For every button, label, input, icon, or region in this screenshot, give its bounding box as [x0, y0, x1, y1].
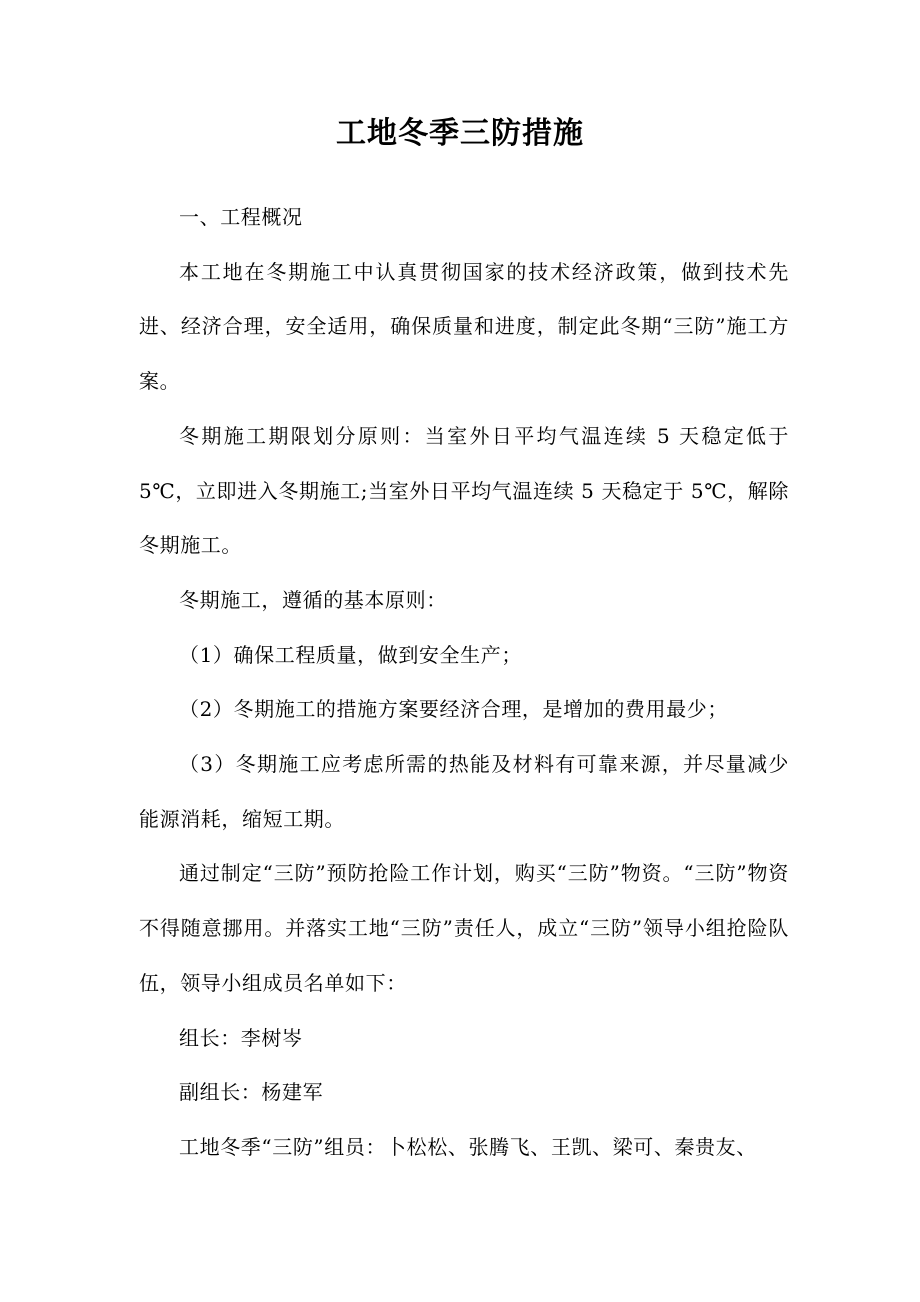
- document-title: 工地冬季三防措施: [336, 116, 584, 151]
- section-heading-project-overview: 一、工程概况: [179, 205, 303, 229]
- paragraph-three-defense-plan: 通过制定“三防”预防抢险工作计划，购买“三防”物资。“三防”物资不得随意挪用。并落实工地“三防”责任人，成立“三防”领导小组抢险队伍，领导小组成员名单如下：: [139, 861, 789, 995]
- document-body: [139, 190, 789, 1175]
- paragraph-team-leader: 组长：李树岑: [179, 1025, 303, 1050]
- paragraph-policy: 本工地在冬期施工中认真贯彻国家的技术经济政策，做到技术先进、经济合理，安全适用，确保质量和进度，制定此冬期“三防”施工方案。: [139, 259, 789, 394]
- paragraph-deputy-leader: 副组长：杨建军: [179, 1080, 324, 1105]
- paragraph-basic-principles: 冬期施工，遵循的基本原则：: [179, 587, 447, 612]
- list-item-principle-3: （3）冬期施工应考虑所需的热能及材料有可靠来源，并尽量减少能源消耗，缩短工期。: [139, 752, 789, 831]
- list-item-principle-1: （1）确保工程质量，做到安全生产；: [179, 642, 522, 667]
- list-item-principle-2: （2）冬期施工的措施方案要经济合理，是增加的费用最少；: [179, 697, 728, 722]
- paragraph-team-members: 工地冬季“三防”组员：卜松松、张腾飞、王凯、梁可、秦贵友、: [179, 1134, 757, 1159]
- paragraph-winter-period-rule: 冬期施工期限划分原则：当室外日平均气温连续 5 天稳定低于 5℃，立即进入冬期施工;当室外日平均气温连续 5 天稳定于 5℃，解除冬期施工。: [139, 423, 789, 558]
